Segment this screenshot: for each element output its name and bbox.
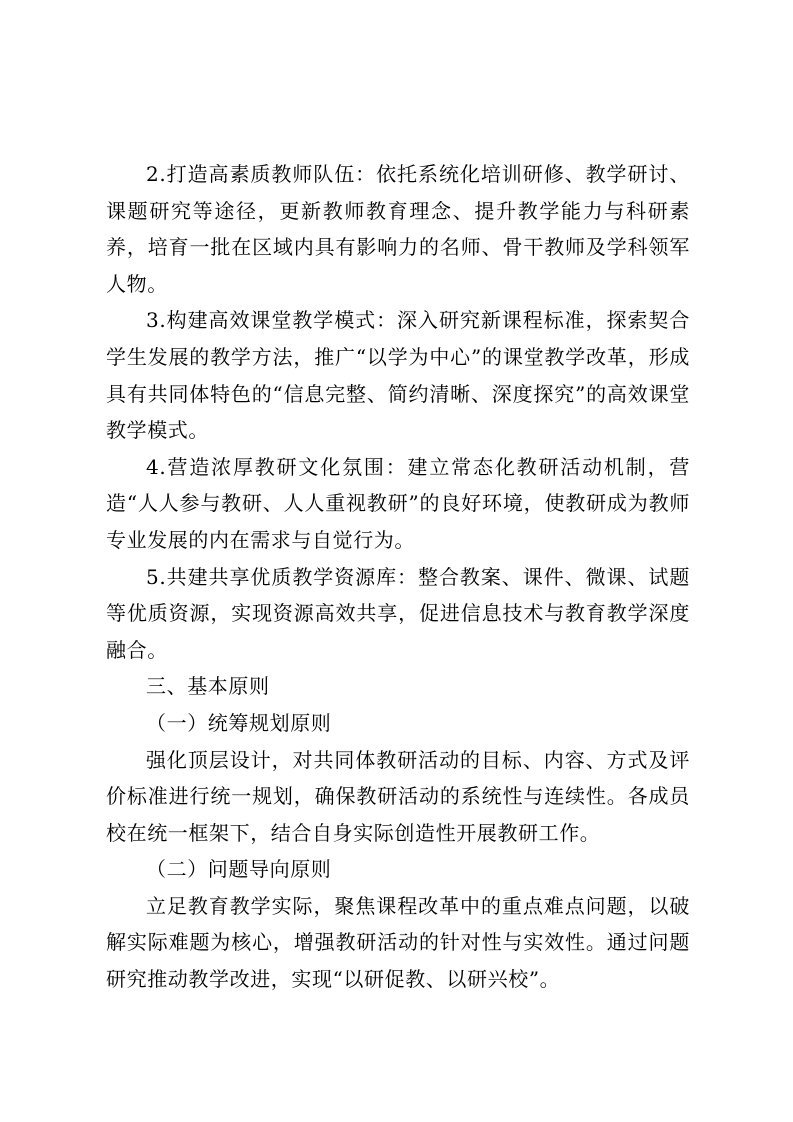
goal-paragraph-4: 4.营造浓厚教研文化氛围：建立常态化教研活动机制，营造“人人参与教研、人人重视教研”的良好环境，使教研成为教师专业发展的内在需求与自觉行为。 bbox=[106, 454, 690, 552]
goal-paragraph-2: 2.打造高素质教师队伍：依托系统化培训研修、教学研讨、课题研究等途径，更新教师教育理念、提升教学能力与科研素养，培育一批在区域内具有影响力的名师、骨干教师及学科领军人物。 bbox=[106, 162, 690, 296]
goal-paragraph-3: 3.构建高效课堂教学模式：深入研究新课程标准，探索契合学生发展的教学方法，推广“以学为中心”的课堂教学改革，形成具有共同体特色的“信息完整、简约清晰、深度探究”的高效课堂教学模式。 bbox=[106, 308, 690, 443]
section-heading-basic-principles: 三、基本原则 bbox=[146, 674, 270, 699]
principle-2-title: （二）问题导向原则 bbox=[146, 857, 332, 882]
principle-1-title: （一）统筹规划原则 bbox=[146, 710, 332, 735]
principle-2-body: 立足教育教学实际，聚焦课程改革中的重点难点问题，以破解实际难题为核心，增强教研活动的针对性与实效性。通过问题研究推动教学改进，实现“以研促教、以研兴校”。 bbox=[106, 893, 690, 992]
principle-1-body: 强化顶层设计，对共同体教研活动的目标、内容、方式及评价标准进行统一规划，确保教研活动的系统性与连续性。各成员校在统一框架下，结合自身实际创造性开展教研工作。 bbox=[106, 747, 690, 845]
document-body bbox=[106, 156, 690, 998]
goal-paragraph-5: 5.共建共享优质教学资源库：整合教案、课件、微课、试题等优质资源，实现资源高效共享，促进信息技术与教育教学深度融合。 bbox=[106, 564, 690, 662]
